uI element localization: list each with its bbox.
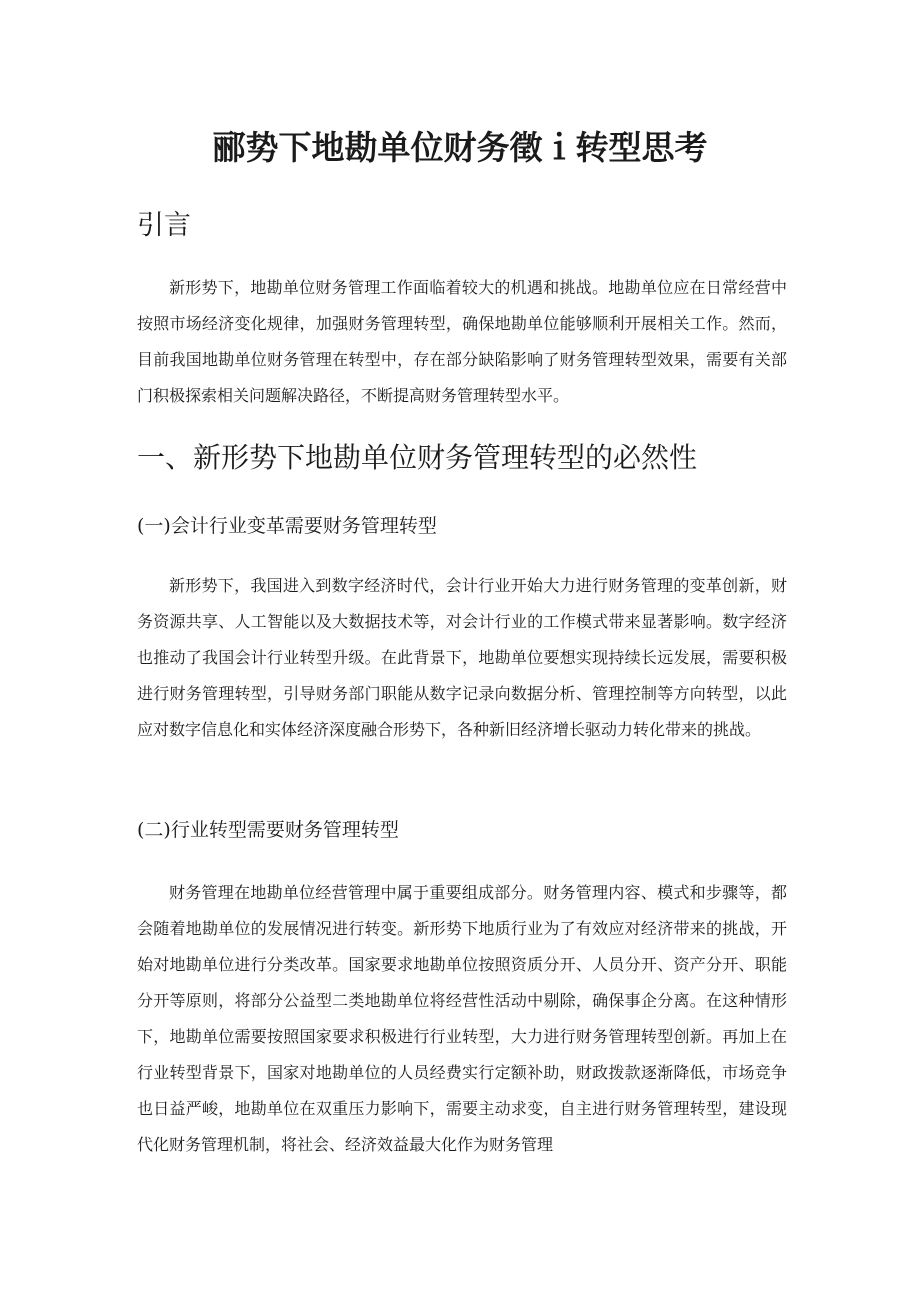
- subsection-2-heading: (二)行业转型需要财务管理转型: [137, 819, 399, 841]
- subsection-1-heading: (一)会计行业变革需要财务管理转型: [137, 515, 437, 537]
- document-title: 郦势下地勘单位财务徵ｉ转型思考: [212, 128, 708, 167]
- intro-heading: 引言: [137, 210, 191, 241]
- subsection-1-paragraph: 新形势下，我国进入到数字经济时代，会计行业开始大力进行财务管理的变革创新，财务资源共享、人工智能以及大数据技术等，对会计行业的工作模式带来显著影响。数字经济也推动了我国会计行业转型升级。在此背景下，地勘单位要想实现持续长远发展，需要积极进行财务管理转型，引导财务部门职能从数字记录向数据分析、管理控制等方向转型，以此应对数字信息化和实体经济深度融合形势下，各种新旧经济增长驱动力转化带来的挑战。: [137, 576, 787, 739]
- section-1-heading: 一、新形势下地勘单位财务管理转型的必然性: [137, 441, 698, 474]
- intro-paragraph: 新形势下，地勘单位财务管理工作面临着较大的机遇和挑战。地勘单位应在日常经营中按照市场经济变化规律，加强财务管理转型，确保地勘单位能够顺利开展相关工作。然而，目前我国地勘单位财务管理在转型中，存在部分缺陷影响了财务管理转型效果，需要有关部门积极探索相关问题解决路径，不断提高财务管理转型水平。: [137, 278, 787, 405]
- subsection-2-paragraph: 财务管理在地勘单位经营管理中属于重要组成部分。财务管理内容、模式和步骤等，都会随着地勘单位的发展情况进行转变。新形势下地质行业为了有效应对经济带来的挑战，开始对地勘单位进行分类改革。国家要求地勘单位按照资质分开、人员分开、资产分开、职能分开等原则，将部分公益型二类地勘单位将经营性活动中剔除，确保事企分离。在这种情形下，地勘单位需要按照国家要求积极进行行业转型，大力进行财务管理转型创新。再加上在行业转型背景下，国家对地勘单位的人员经费实行定额补助，财政拨款逐渐降低，市场竞争也日益严峻，地勘单位在双重压力影响下，需要主动求变，自主进行财务管理转型，建设现代化财务管理机制，将社会、经济效益最大化作为财务管理: [137, 883, 787, 1154]
